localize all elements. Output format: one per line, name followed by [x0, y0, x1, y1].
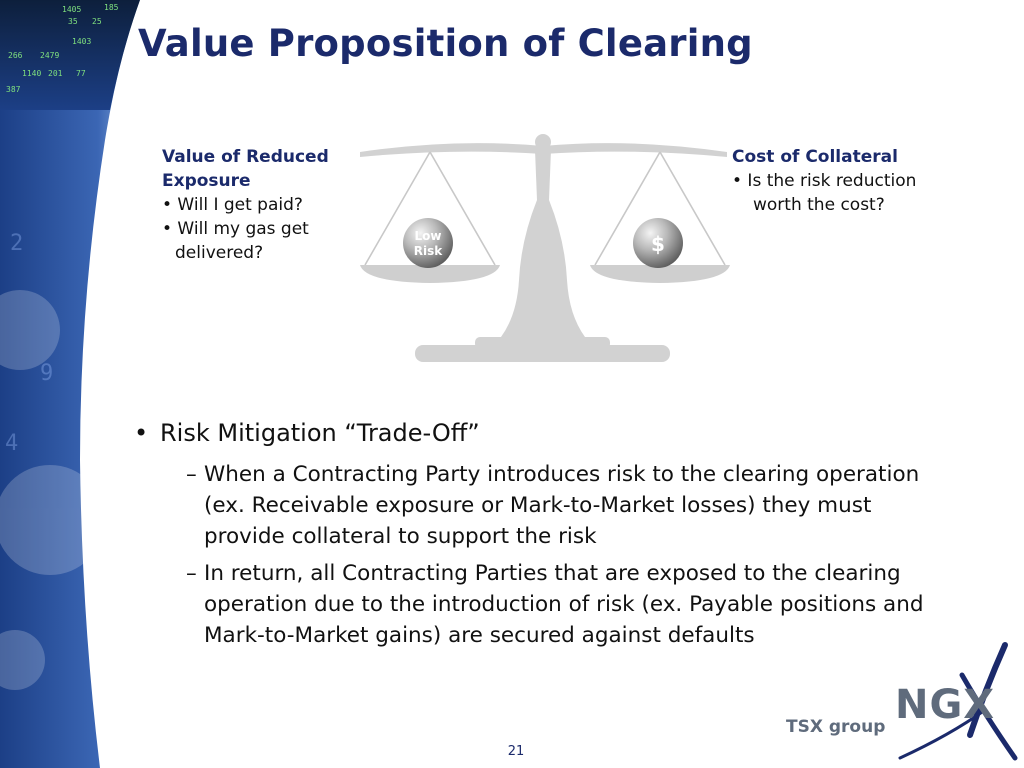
slide-title: Value Proposition of Clearing: [138, 22, 753, 65]
ticker-value: 1403: [72, 37, 92, 46]
benefit-panel: [162, 145, 372, 265]
cost-heading: Cost of Collateral: [732, 147, 898, 167]
dash-icon: –: [186, 561, 197, 586]
ticker-value: 35: [68, 17, 78, 26]
cost-panel: [732, 145, 972, 217]
ticker-value: 25: [92, 17, 102, 26]
sub-bullet: [186, 558, 954, 651]
ticker-value: 266: [8, 51, 23, 60]
bullet-icon: •: [134, 419, 149, 447]
ticker-value: 1140: [22, 69, 42, 78]
svg-text:2: 2: [10, 231, 24, 256]
main-bullet-text: Risk Mitigation “Trade-Off”: [160, 419, 480, 447]
benefit-heading-line2: Exposure: [162, 171, 251, 191]
low-risk-label: Low: [414, 229, 442, 243]
ticker-value: 2479: [40, 51, 60, 60]
logo-brand: NGX: [895, 682, 996, 728]
svg-text:9: 9: [40, 361, 54, 386]
low-risk-label: Risk: [413, 244, 443, 258]
ticker-value: 201: [48, 69, 63, 78]
benefit-heading-line1: Value of Reduced: [162, 147, 329, 167]
ticker-value: 77: [76, 69, 86, 78]
main-bullet-list: [134, 417, 954, 651]
logo-sub: TSX group: [786, 717, 886, 737]
benefit-bullet: • Will I get paid?: [162, 195, 303, 215]
sub-bullet: [186, 459, 954, 552]
dollar-icon: $: [651, 232, 665, 256]
ticker-value: 387: [6, 85, 21, 94]
benefit-bullet-continuation: delivered?: [175, 243, 264, 263]
sub-bullet-text: When a Contracting Party introduces risk to the clearing operation (ex. Receivable exposure or Mark-to-Market losses) they must provide collateral to support the risk: [204, 462, 920, 549]
svg-text:4: 4: [5, 431, 19, 456]
page-number: 21: [507, 744, 525, 759]
benefit-bullet: • Will my gas get: [162, 219, 309, 239]
ngx-tsx-logo: [780, 640, 1020, 765]
sub-bullet-text: In return, all Contracting Parties that are exposed to the clearing operation due to the introduction of risk (ex. Payable positions and Mark-to-Market gains) are secured against defaults: [204, 561, 924, 648]
ticker-value: 185: [104, 3, 119, 12]
main-bullet: [134, 417, 954, 449]
cost-bullet: • Is the risk reduction: [732, 171, 917, 191]
dash-icon: –: [186, 462, 197, 487]
balance-scale-image: [355, 130, 735, 370]
side-decoration-image: [0, 0, 140, 768]
ticker-value: 1405: [62, 5, 82, 14]
cost-bullet-continuation: worth the cost?: [753, 195, 885, 215]
